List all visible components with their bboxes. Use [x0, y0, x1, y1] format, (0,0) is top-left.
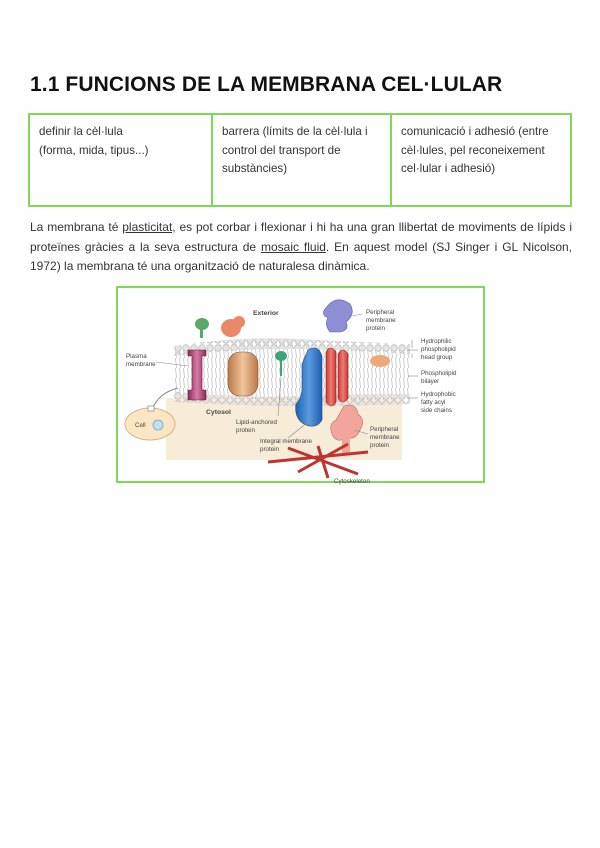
- label-peripheral-top-3: protein: [366, 325, 385, 332]
- label-peripheral-top-2: membrane: [366, 317, 396, 324]
- label-cytoskeleton: Cytoskeleton: [334, 478, 370, 485]
- label-integral-2: protein: [260, 446, 279, 453]
- membrane-diagram: [118, 288, 483, 485]
- label-cell: Cell: [135, 422, 146, 429]
- function-cell-define: [30, 115, 211, 205]
- glycoprotein-top: [195, 316, 245, 338]
- label-peripheral-bottom-3: protein: [370, 442, 389, 449]
- function-cell-communication: comunicació i adhesió (entre cèl·lules, pel reconeixement cel·lular i adhesió): [390, 115, 570, 205]
- label-peripheral-bottom-2: membrane: [370, 434, 400, 441]
- mosaic-fluid-link[interactable]: mosaic fluid: [261, 239, 326, 254]
- paragraph-text-1: La membrana té: [30, 220, 123, 234]
- label-hydrophilic-1: Hydrophilic: [421, 338, 452, 345]
- function-cell-define-line2: (forma, mida, tipus...): [39, 143, 149, 157]
- paragraph-text-2: es pot corbar i flexionar i hi ha una gran llibertat de moviments de lípids i proteïnes gràcies a la seva estructura de: [30, 220, 572, 254]
- cell-icon: [125, 388, 178, 440]
- label-peripheral-top-1: Peripheral: [366, 309, 395, 316]
- label-exterior: Exterior: [253, 310, 279, 317]
- label-peripheral-bottom-1: Peripheral: [370, 426, 399, 433]
- label-hydrophobic-2: fatty acyl: [421, 399, 446, 406]
- peripheral-protein-top: [323, 300, 352, 332]
- label-plasma-membrane-1: Plasma: [126, 353, 147, 360]
- label-lipid-anchored-1: Lipid-anchored: [236, 419, 277, 426]
- integral-protein-tan: [228, 352, 258, 396]
- label-hydrophobic-3: side chains: [421, 407, 452, 414]
- functions-table: [28, 113, 572, 207]
- paragraph-text-3: . En aquest model (SJ Singer i GL Nicolson, 1972) la membrana té una organització de naturalesa dinàmica.: [30, 239, 573, 273]
- label-lipid-anchored-2: protein: [236, 427, 255, 434]
- label-hydrophilic-2: phospholipid: [421, 346, 456, 353]
- page-title: 1.1 FUNCIONS DE LA MEMBRANA CEL·LULAR: [30, 73, 503, 96]
- membrane-figure-frame: [116, 286, 485, 483]
- label-bilayer-2: bilayer: [421, 378, 440, 385]
- label-cytosol: Cytosol: [206, 409, 231, 416]
- body-paragraph: [30, 218, 572, 277]
- label-integral-1: Integral membrane: [260, 438, 312, 445]
- function-cell-define-line1: definir la cèl·lula: [39, 125, 123, 138]
- function-cell-barrier: barrera (límits de la cèl·lula i control del transport de substàncies): [211, 115, 390, 205]
- phospholipid-bilayer: [174, 338, 410, 406]
- label-hydrophilic-3: head group: [421, 354, 453, 361]
- small-protein-right: [370, 355, 390, 367]
- label-hydrophobic-1: Hydrophobic: [421, 391, 456, 398]
- label-bilayer-1: Phospholipid: [421, 370, 457, 377]
- label-plasma-membrane-2: membrane: [126, 361, 156, 368]
- plasticity-link[interactable]: plasticitat,: [122, 220, 176, 234]
